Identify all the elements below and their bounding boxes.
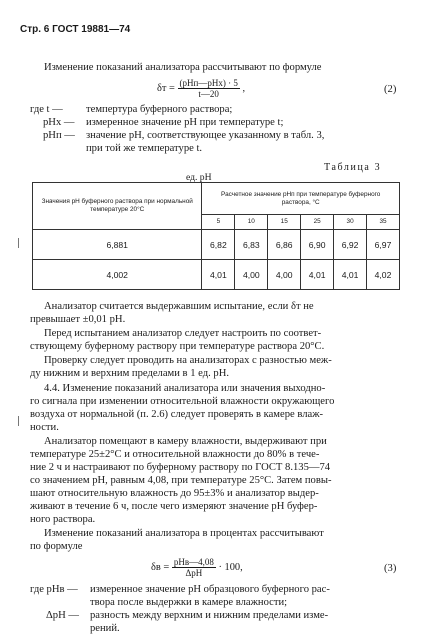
table-row <box>33 230 400 260</box>
table-cell: 4,01 <box>334 260 367 290</box>
definition-text: рений. <box>90 623 120 634</box>
temp-header: 5 <box>202 215 235 230</box>
body-line: Перед испытанием анализатор следует настроить по соответ- <box>44 328 322 339</box>
body-line: превышает ±0,01 pH. <box>30 314 126 325</box>
table-caption: Таблица 3 <box>324 162 382 173</box>
margin-mark <box>18 238 19 248</box>
formula2-numerator: (pHп—pHх) · 5 <box>179 78 238 88</box>
definition-text: твора после выдержки в камере влажности; <box>90 597 288 608</box>
ph-table <box>32 182 400 290</box>
formula3-tail: · 100, <box>218 561 243 573</box>
body-line: ду нижним и верхним пределами в 1 ед. pH. <box>30 368 229 379</box>
body-line: ние 2 ч и настраивают по буферному раствору по ГОСТ 8.135—74 <box>30 462 331 473</box>
definition-text: разность между верхним и нижним пределами изме- <box>90 610 329 621</box>
formula2-denominator: t—20 <box>198 89 219 99</box>
formula2-lhs: δт = <box>157 82 175 94</box>
table-cell: 6,90 <box>301 230 334 260</box>
body-line: воздуха от нормальной (п. 2.6) следует проверять в камере влаж- <box>30 409 324 420</box>
temp-header: 30 <box>334 215 367 230</box>
temp-header: 15 <box>268 215 301 230</box>
temp-header: 35 <box>367 215 400 230</box>
temp-header: 25 <box>301 215 334 230</box>
definition-term: где t — <box>30 104 63 115</box>
definition-text: темпертура буферного раствора; <box>86 104 233 115</box>
formula-2 <box>157 78 245 99</box>
table-row <box>33 260 400 290</box>
table-cell-ph: 6,881 <box>33 230 202 260</box>
table-cell: 4,02 <box>367 260 400 290</box>
body-line: шают относительную влажность до 95±3% и анализатор выдер- <box>30 488 319 499</box>
formula2-number: (2) <box>384 84 397 95</box>
body-line: со значением pH, равным 4,08, при температуре 25°С. Затем повы- <box>30 475 332 486</box>
definition-text: измеренное значение pH образцового буферного рас- <box>90 584 330 595</box>
table-cell: 4,00 <box>268 260 301 290</box>
body-line: ности. <box>30 422 59 433</box>
definition-term: ΔpH — <box>46 610 80 621</box>
table-cell: 6,86 <box>268 230 301 260</box>
table-cell: 4,00 <box>235 260 268 290</box>
body-line: Анализатор считается выдержавшим испытание, если δт не <box>44 301 314 312</box>
body-line: ного раствора. <box>30 514 96 525</box>
table-cell: 6,83 <box>235 230 268 260</box>
temp-header: 10 <box>235 215 268 230</box>
definition-term: pHх — <box>43 117 75 128</box>
body-line: температуре 25±2°С и относительной влажности до 80% в тече- <box>30 449 320 460</box>
formula3-lhs: δв = <box>151 561 170 573</box>
formula3-numerator: pHв—4,08 <box>173 557 214 567</box>
table-unit: ед. pH <box>186 172 212 183</box>
body-line: Анализатор помещают в камеру влажности, выдерживают при <box>44 436 327 447</box>
body-line: го сигнала при изменении относительной влажности окружающего <box>30 396 335 407</box>
formula2-fraction <box>178 78 240 99</box>
body-line: ствующему буферному раствору при температуре раствора 20°С. <box>30 341 325 352</box>
formula2-intro: Изменение показаний анализатора рассчитывают по формуле <box>44 62 322 73</box>
definition-term: где pHв — <box>30 584 78 595</box>
definition-term: pHп — <box>43 130 75 141</box>
definition-text: измеренное значение pH при температуре t; <box>86 117 284 128</box>
page-header: Стр. 6 ГОСТ 19881—74 <box>20 24 131 35</box>
table-col1-header: Значения pH буферного раствора при нормальной температуре 20°С <box>33 183 202 230</box>
table-cell: 6,92 <box>334 230 367 260</box>
formula3-number: (3) <box>384 563 397 574</box>
definition-text: значение pH, соответствующее указанному в табл. 3, <box>86 130 325 141</box>
table-cell: 4,01 <box>202 260 235 290</box>
table-cell: 6,97 <box>367 230 400 260</box>
table-cell: 4,01 <box>301 260 334 290</box>
formula3-fraction <box>172 557 216 578</box>
body-line: живают в течение 6 ч, после чего измеряют значение pH буфер- <box>30 501 318 512</box>
margin-mark <box>18 416 19 426</box>
formula3-denominator: ΔpH <box>185 568 203 578</box>
body-line: 4.4. Изменение показаний анализатора или значения выходно- <box>44 383 326 394</box>
body-line: по формуле <box>30 541 83 552</box>
definition-text: при той же температуре t. <box>86 143 203 154</box>
table-cell-ph: 4,002 <box>33 260 202 290</box>
table-group-header: Расчетное значение pHп при температуре буферного раствора, °С <box>202 183 400 215</box>
body-line: Изменение показаний анализатора в процентах рассчитывают <box>44 528 324 539</box>
body-line: Проверку следует проводить на анализаторах с разностью меж- <box>44 355 332 366</box>
formula-3 <box>151 557 243 578</box>
formula2-tail: , <box>242 82 246 94</box>
definition-line <box>30 103 63 116</box>
table-cell: 6,82 <box>202 230 235 260</box>
